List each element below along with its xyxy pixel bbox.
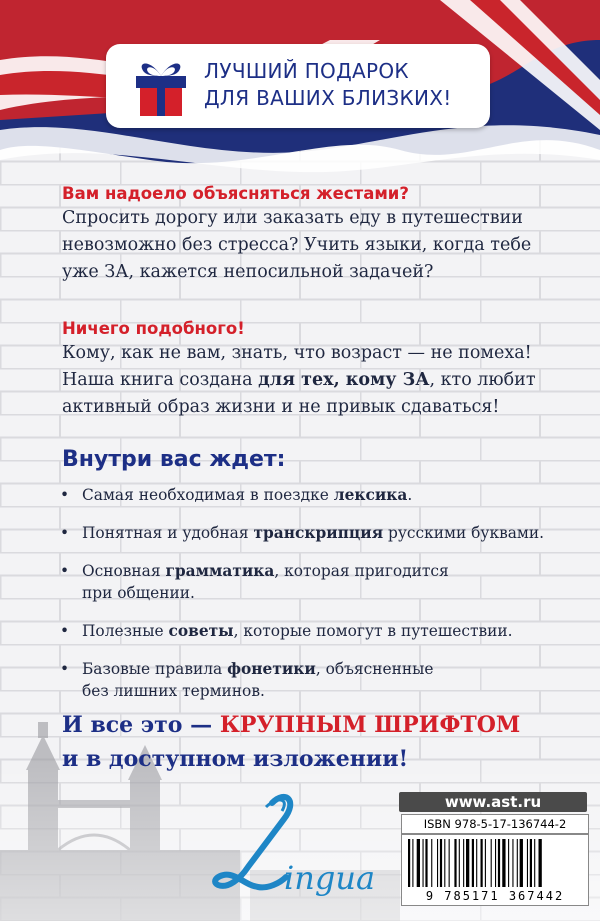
section2-heading: Ничего подобного!	[62, 319, 245, 338]
bullet-icon: •	[60, 486, 70, 504]
badge-text	[204, 58, 452, 112]
barcode-bar	[444, 839, 445, 887]
list-item-line2: без лишних терминов.	[82, 682, 265, 700]
section1-line: Спросить дорогу или заказать еду в путешествии	[62, 208, 523, 228]
barcode-bar	[459, 839, 460, 887]
list-item	[58, 484, 588, 506]
barcode-bar	[491, 839, 492, 887]
barcode-bar	[463, 839, 464, 887]
closing-statement	[62, 708, 520, 776]
text-fragment: .	[407, 486, 413, 504]
barcode-bar	[476, 839, 477, 887]
bold-fragment: для тех, кому ЗА	[258, 370, 430, 390]
barcode-bar	[466, 839, 469, 887]
section2-line: Кому, как не вам, знать, что возраст — не помеха!	[62, 343, 532, 363]
barcode-bar	[520, 839, 523, 887]
barcode-block	[399, 792, 589, 904]
barcode-bar	[534, 839, 535, 887]
features-list	[58, 484, 588, 718]
list-item	[58, 658, 588, 702]
gift-badge	[106, 44, 490, 128]
isbn-label: ISBN 978-5-17-136744-2	[401, 814, 589, 834]
list-item	[58, 560, 588, 604]
barcode-bar	[502, 839, 505, 887]
barcode-bar	[449, 839, 450, 887]
barcode-bar	[485, 839, 486, 887]
bold-fragment: фонетики	[227, 660, 316, 678]
section2-paragraph	[62, 340, 592, 421]
website-label: www.ast.ru	[399, 792, 587, 812]
section1-line: невозможно без стресса? Учить языки, когда тебе	[62, 235, 532, 255]
bold-fragment: грамматика	[165, 562, 275, 580]
barcode-bar	[454, 839, 456, 887]
barcode-bar	[425, 839, 427, 887]
barcode-bar	[530, 839, 532, 887]
barcode-bar	[508, 839, 509, 887]
bold-fragment: транскрипция	[253, 524, 384, 542]
text-fragment: , кто любит	[429, 370, 536, 390]
inside-heading: Внутри вас ждет:	[62, 447, 286, 472]
barcode	[401, 834, 589, 906]
section1-line: уже ЗА, кажется непосильной задачей?	[62, 262, 434, 282]
list-item-line2: при общении.	[82, 584, 195, 602]
section1-heading: Вам надоело объясняться жестами?	[62, 184, 409, 203]
barcode-bar	[440, 839, 442, 887]
barcode-number: 9 785171 367442	[425, 889, 565, 903]
barcode-bar	[423, 839, 424, 887]
text-fragment: Наша книга создана	[62, 370, 259, 390]
text-fragment: русскими буквами.	[383, 524, 545, 542]
barcode-bar	[417, 839, 420, 887]
list-item	[58, 522, 588, 544]
text-fragment: , объясненные	[315, 660, 434, 678]
barcode-bar	[512, 839, 513, 887]
text-fragment: Полезные	[82, 622, 169, 640]
barcode-bar	[412, 839, 413, 887]
barcode-bar	[472, 839, 474, 887]
barcode-bar	[498, 839, 500, 887]
barcode-bar	[517, 839, 518, 887]
barcode-bar	[431, 839, 432, 887]
list-item	[58, 620, 588, 642]
text-fragment: , которая пригодится	[274, 562, 449, 580]
text-fragment: И все это —	[62, 712, 220, 738]
barcode-bar	[408, 839, 410, 887]
barcode-bar	[527, 839, 528, 887]
bold-fragment: лексика	[333, 486, 408, 504]
text-fragment: Понятная и удобная	[82, 524, 254, 542]
bullet-icon: •	[60, 524, 70, 542]
text-fragment: , которые помогут в путешествии.	[233, 622, 513, 640]
gift-icon	[130, 54, 192, 118]
lingua-logo	[206, 793, 376, 903]
text-fragment: Самая необходимая в поездке	[82, 486, 334, 504]
barcode-bar	[539, 839, 542, 887]
bullet-icon: •	[60, 562, 70, 580]
section1-paragraph	[62, 205, 592, 286]
section2-line	[62, 367, 592, 394]
badge-line-1: ЛУЧШИЙ ПОДАРОК	[204, 59, 409, 83]
bullet-icon: •	[60, 622, 70, 640]
bullet-icon: •	[60, 660, 70, 678]
barcode-bars	[406, 839, 584, 887]
text-fragment: Базовые правила	[82, 660, 228, 678]
barcode-bar	[481, 839, 483, 887]
bold-fragment: советы	[168, 622, 234, 640]
text-fragment: Основная	[82, 562, 166, 580]
highlight-fragment: КРУПНЫМ ШРИФТОМ	[219, 712, 521, 738]
section2-line: активный образ жизни и не привык сдаваться!	[62, 397, 500, 417]
closing-line2: и в доступном изложении!	[62, 746, 409, 772]
barcode-bar	[495, 839, 496, 887]
svg-text:ingua: ingua	[284, 859, 376, 897]
barcode-bar	[437, 839, 438, 887]
badge-line-2: ДЛЯ ВАШИХ БЛИЗКИХ!	[204, 86, 452, 110]
